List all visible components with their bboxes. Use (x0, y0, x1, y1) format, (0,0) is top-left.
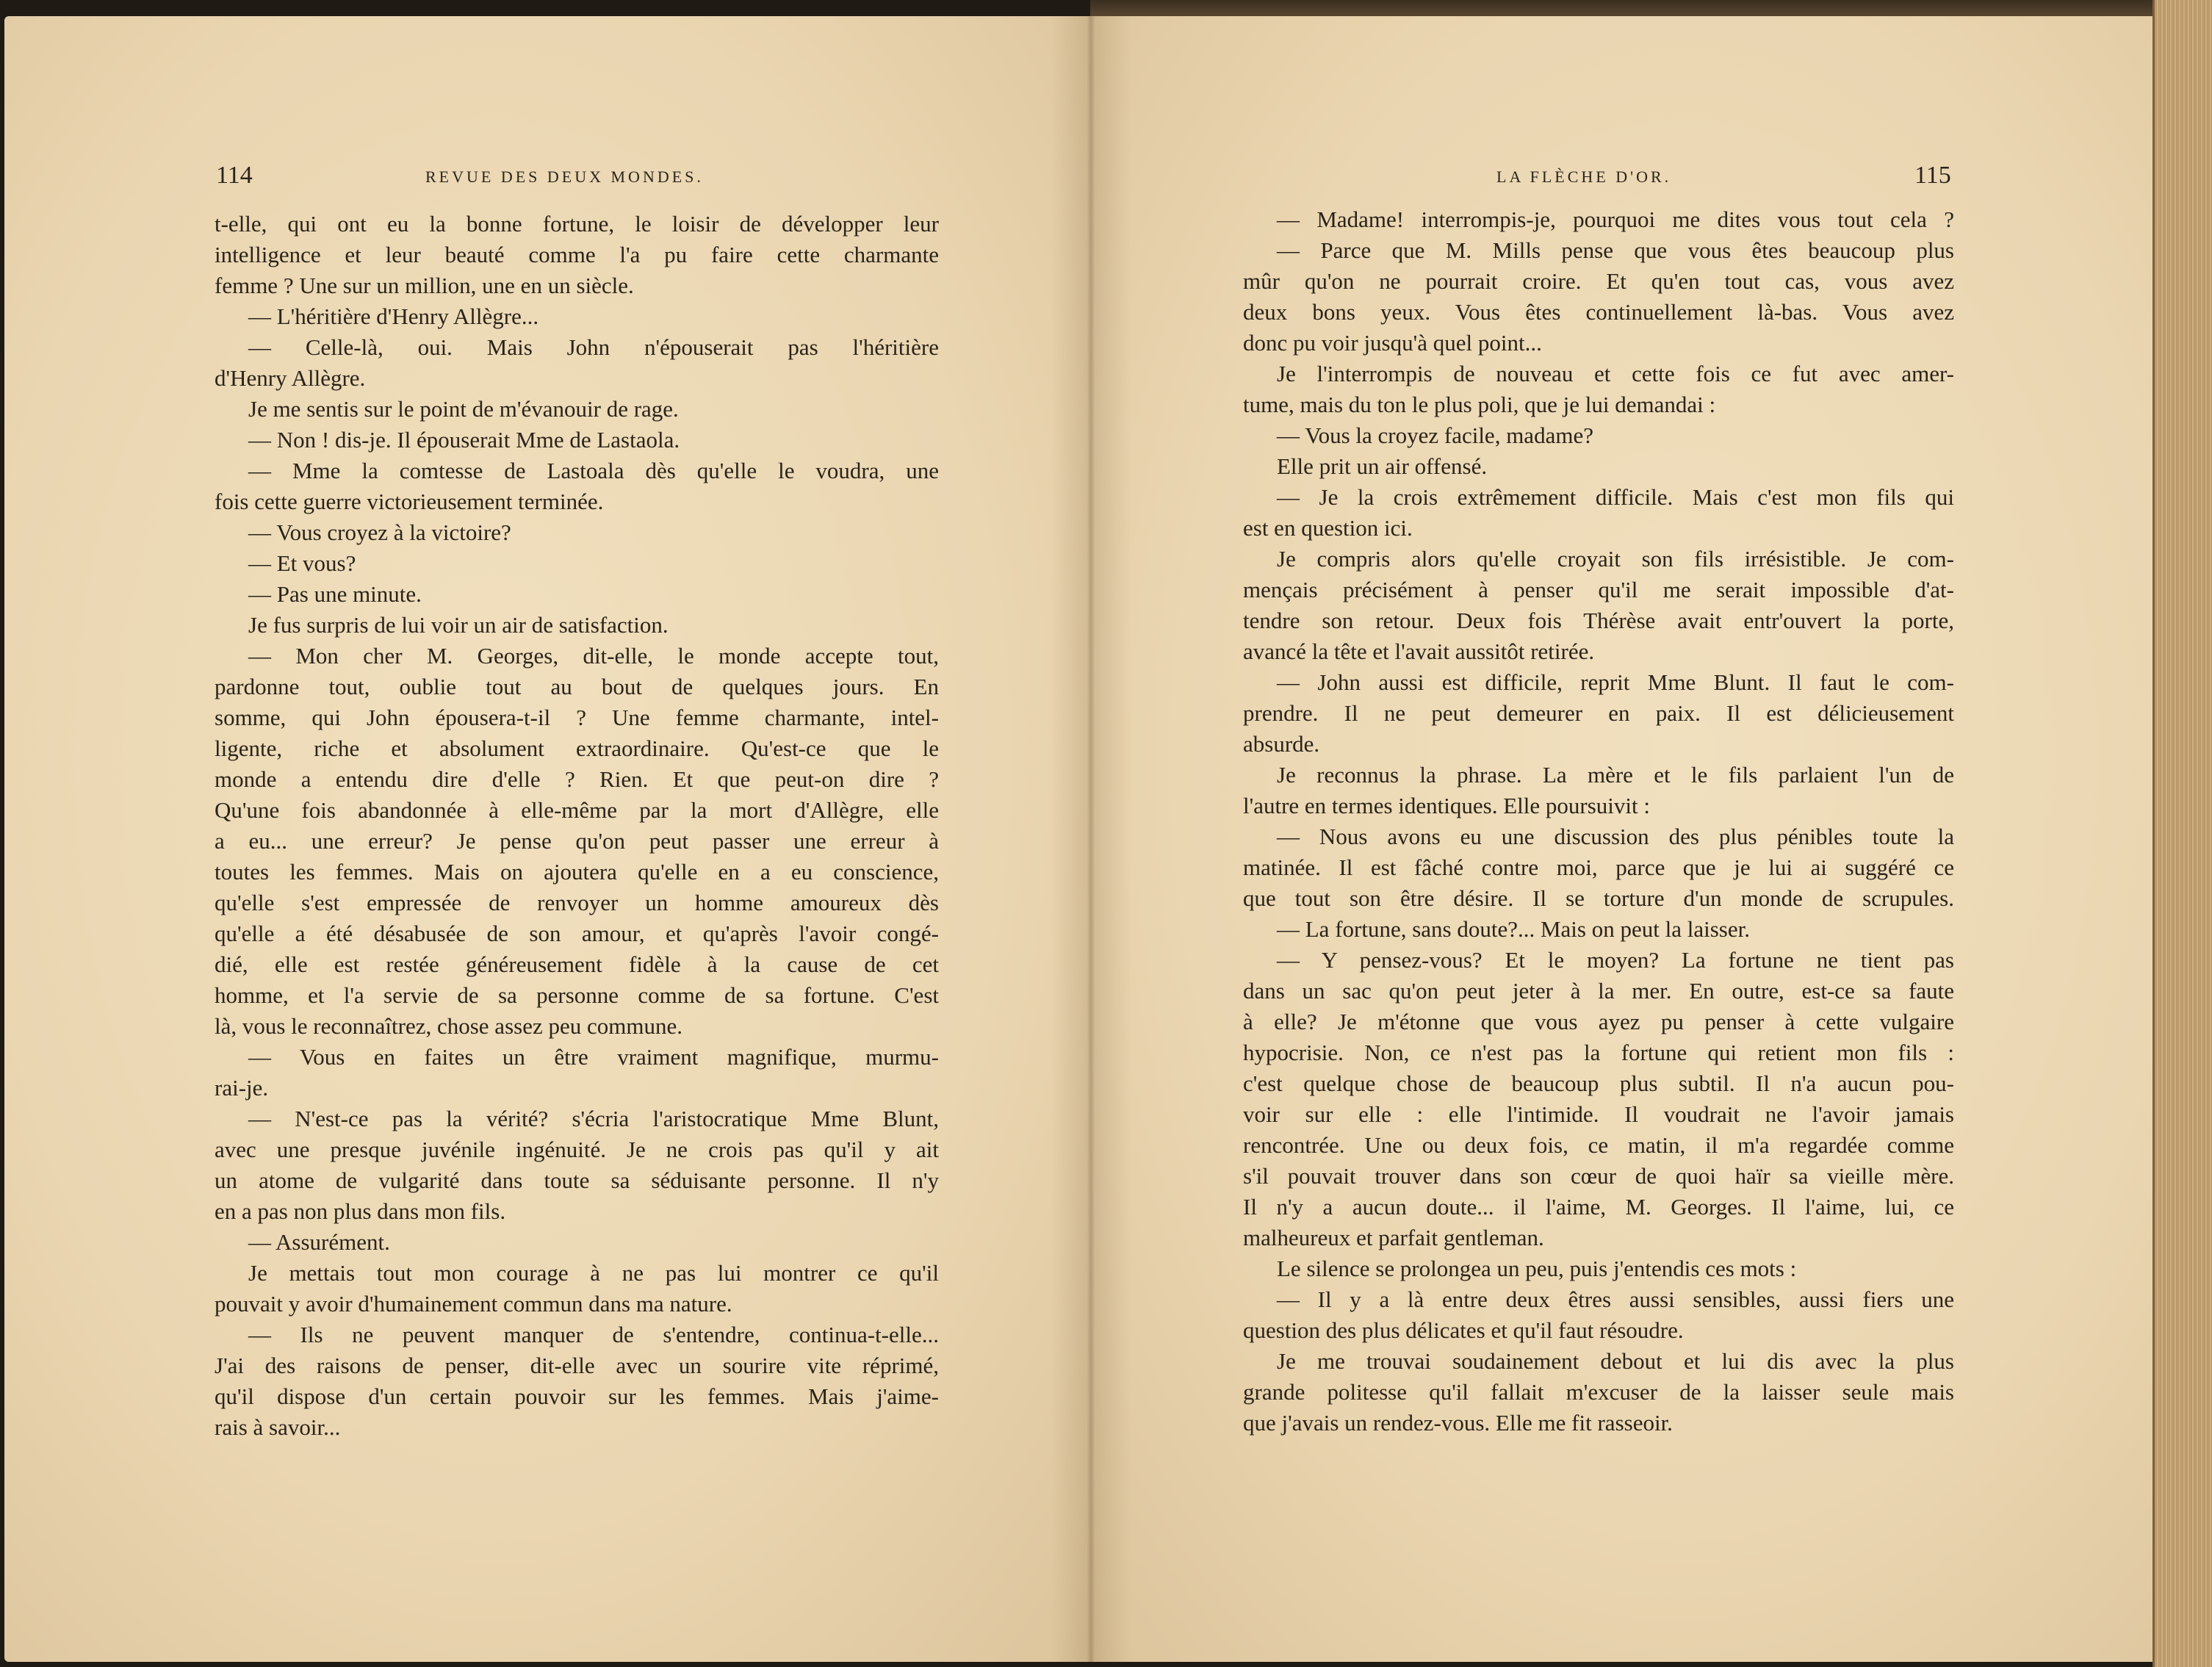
left-page-number: 114 (216, 162, 253, 189)
text-line: malheureux et parfait gentleman. (1243, 1225, 1544, 1250)
text-line: — N'est-ce pas la vérité? s'écria l'aristocratique Mme Blunt, (248, 1106, 939, 1131)
text-line: grande politesse qu'il fallait m'excuser de la laisser seule mais (1243, 1379, 1954, 1405)
text-line: rai-je. (215, 1075, 269, 1101)
text-line: — Parce que M. Mills pense que vous êtes beaucoup plus (1277, 237, 1954, 263)
left-running-header: REVUE DES DEUX MONDES. (425, 168, 704, 186)
text-line: Qu'une fois abandonnée à elle-même par la mort d'Allègre, elle (215, 797, 939, 823)
text-line: matinée. Il est fâché contre moi, parce que je lui ai suggéré ce (1243, 854, 1954, 880)
text-line: d'Henry Allègre. (215, 365, 366, 391)
text-line: avancé la tête et l'avait aussitôt retirée. (1243, 638, 1595, 664)
text-line: s'il pouvait trouver dans son cœur de quoi haïr sa vieille mère. (1243, 1163, 1954, 1189)
text-line: t-elle, qui ont eu la bonne fortune, le loisir de développer leur (215, 211, 939, 237)
text-line: qu'elle a été désabusée de son amour, et qu'après l'avoir congé- (215, 921, 939, 946)
right-page-body (1243, 204, 1954, 1439)
text-line: — Je la crois extrêmement difficile. Mais c'est mon fils qui (1277, 484, 1954, 510)
text-line: ligente, riche et absolument extraordinaire. Qu'est-ce que le (215, 735, 939, 761)
text-line: pouvait y avoir d'humainement commun dans ma nature. (215, 1291, 732, 1317)
text-line: l'autre en termes identiques. Elle poursuivit : (1243, 793, 1650, 818)
text-line: — La fortune, sans doute?... Mais on peut la laisser. (1277, 916, 1750, 942)
left-page-body (215, 209, 939, 1443)
text-line: qu'elle s'est empressée de renvoyer un homme amoureux dès (215, 890, 939, 915)
text-line: là, vous le reconnaîtrez, chose assez peu commune. (215, 1013, 682, 1039)
text-line: fois cette guerre victorieusement terminée. (215, 489, 604, 514)
text-line: — Et vous? (248, 550, 356, 576)
text-line: toutes les femmes. Mais on ajoutera qu'elle en a eu conscience, (215, 859, 939, 885)
text-line: est en question ici. (1243, 515, 1413, 541)
text-line: — Il y a là entre deux êtres aussi sensibles, aussi fiers une (1277, 1286, 1954, 1312)
text-line: un atome de vulgarité dans toute sa séduisante personne. Il n'y (215, 1167, 939, 1193)
text-line: mençais précisément à penser qu'il me serait impossible d'at- (1243, 577, 1954, 602)
text-line: dans un sac qu'on peut jeter à la mer. En outre, est-ce sa faute (1243, 978, 1954, 1004)
left-page (4, 16, 1090, 1662)
book-top-edge (1090, 0, 2207, 18)
text-line: Je me sentis sur le point de m'évanouir de rage. (248, 396, 679, 422)
text-line: tendre son retour. Deux fois Thérèse avait entr'ouvert la porte, (1243, 608, 1954, 633)
text-line: absurde. (1243, 731, 1320, 757)
text-line: somme, qui John épousera-t-il ? Une femme charmante, intel- (215, 705, 939, 730)
book-gutter (1051, 16, 1131, 1662)
text-line: a eu... une erreur? Je pense qu'on peut passer une erreur à (215, 828, 939, 854)
text-line: que j'avais un rendez-vous. Elle me fit rasseoir. (1243, 1410, 1673, 1436)
text-line: tume, mais du ton le plus poli, que je lui demandai : (1243, 392, 1716, 417)
text-line: Le silence se prolongea un peu, puis j'entendis ces mots : (1277, 1256, 1797, 1281)
text-line: Je reconnus la phrase. La mère et le fils parlaient l'un de (1277, 762, 1954, 788)
text-line: — Assurément. (248, 1229, 390, 1255)
right-running-header: LA FLÈCHE D'OR. (1496, 168, 1672, 186)
text-line: — Vous la croyez facile, madame? (1277, 422, 1593, 448)
text-line: — Vous en faites un être vraiment magnifique, murmu- (248, 1044, 939, 1070)
text-line: Je mettais tout mon courage à ne pas lui montrer ce qu'il (248, 1260, 939, 1286)
right-page-number: 115 (1914, 162, 1951, 189)
text-line: à elle? Je m'étonne que vous ayez pu penser à cette vulgaire (1243, 1009, 1954, 1034)
text-line: mûr qu'on ne pourrait croire. Et qu'en tout cas, vous avez (1243, 268, 1954, 294)
text-line: Je me trouvai soudainement debout et lui dis avec la plus (1277, 1348, 1954, 1374)
text-line: — Nous avons eu une discussion des plus pénibles toute la (1277, 824, 1954, 849)
text-line: Je fus surpris de lui voir un air de satisfaction. (248, 612, 669, 638)
right-page (1090, 16, 2164, 1662)
text-line: que tout son être désire. Il se torture d'un monde de scrupules. (1243, 885, 1954, 911)
text-line: prendre. Il ne peut demeurer en paix. Il est délicieusement (1243, 700, 1954, 726)
text-line: c'est quelque chose de beaucoup plus subtil. Il n'a aucun pou- (1243, 1070, 1954, 1096)
text-line: donc pu voir jusqu'à quel point... (1243, 330, 1542, 356)
text-line: Il n'y a aucun doute... il l'aime, M. Georges. Il l'aime, lui, ce (1243, 1194, 1954, 1220)
text-line: qu'il dispose d'un certain pouvoir sur les femmes. Mais j'aime- (215, 1383, 939, 1409)
text-line: — Pas une minute. (248, 581, 422, 607)
text-line: monde a entendu dire d'elle ? Rien. Et que peut-on dire ? (215, 766, 939, 792)
text-line: deux bons yeux. Vous êtes continuellement là-bas. Vous avez (1243, 299, 1954, 325)
text-line: — Celle-là, oui. Mais John n'épouserait pas l'héritière (248, 334, 939, 360)
text-line: question des plus délicates et qu'il faut résoudre. (1243, 1317, 1684, 1343)
text-line: voir sur elle : elle l'intimide. Il voudrait ne l'avoir jamais (1243, 1101, 1954, 1127)
text-line: — Vous croyez à la victoire? (248, 519, 511, 545)
text-line: J'ai des raisons de penser, dit-elle avec un sourire vite réprimé, (215, 1353, 939, 1378)
text-line: dié, elle est restée généreusement fidèle à la cause de cet (215, 951, 939, 977)
text-line: rais à savoir... (215, 1414, 341, 1440)
text-line: Je compris alors qu'elle croyait son fils irrésistible. Je com- (1277, 546, 1954, 572)
text-line: — L'héritière d'Henry Allègre... (248, 303, 539, 329)
text-line: Elle prit un air offensé. (1277, 453, 1488, 479)
text-line: rencontrée. Une ou deux fois, ce matin, il m'a regardée comme (1243, 1132, 1954, 1158)
text-line: — Y pensez-vous? Et le moyen? La fortune ne tient pas (1277, 947, 1954, 973)
text-line: — Non ! dis-je. Il épouserait Mme de Lastaola. (248, 427, 680, 453)
text-line: avec une presque juvénile ingénuité. Je ne crois pas qu'il y ait (215, 1137, 939, 1162)
text-line: — Madame! interrompis-je, pourquoi me dites vous tout cela ? (1277, 206, 1954, 232)
text-line: homme, et l'a servie de sa personne comme de sa fortune. C'est (215, 982, 939, 1008)
text-line: — John aussi est difficile, reprit Mme Blunt. Il faut le com- (1277, 669, 1954, 695)
text-line: pardonne tout, oublie tout au bout de quelques jours. En (215, 674, 939, 699)
text-line: — Mme la comtesse de Lastoala dès qu'elle le voudra, une (248, 458, 939, 483)
text-line: en a pas non plus dans mon fils. (215, 1198, 506, 1224)
book-page-edges (2152, 0, 2212, 1667)
text-line: intelligence et leur beauté comme l'a pu faire cette charmante (215, 242, 939, 267)
text-line: hypocrisie. Non, ce n'est pas la fortune qui retient mon fils : (1243, 1040, 1954, 1065)
text-line: femme ? Une sur un million, une en un siècle. (215, 273, 634, 298)
text-line: Je l'interrompis de nouveau et cette fois ce fut avec amer- (1277, 361, 1954, 386)
text-line: — Mon cher M. Georges, dit-elle, le monde accepte tout, (248, 643, 939, 669)
text-line: — Ils ne peuvent manquer de s'entendre, continua-t-elle... (248, 1322, 939, 1347)
